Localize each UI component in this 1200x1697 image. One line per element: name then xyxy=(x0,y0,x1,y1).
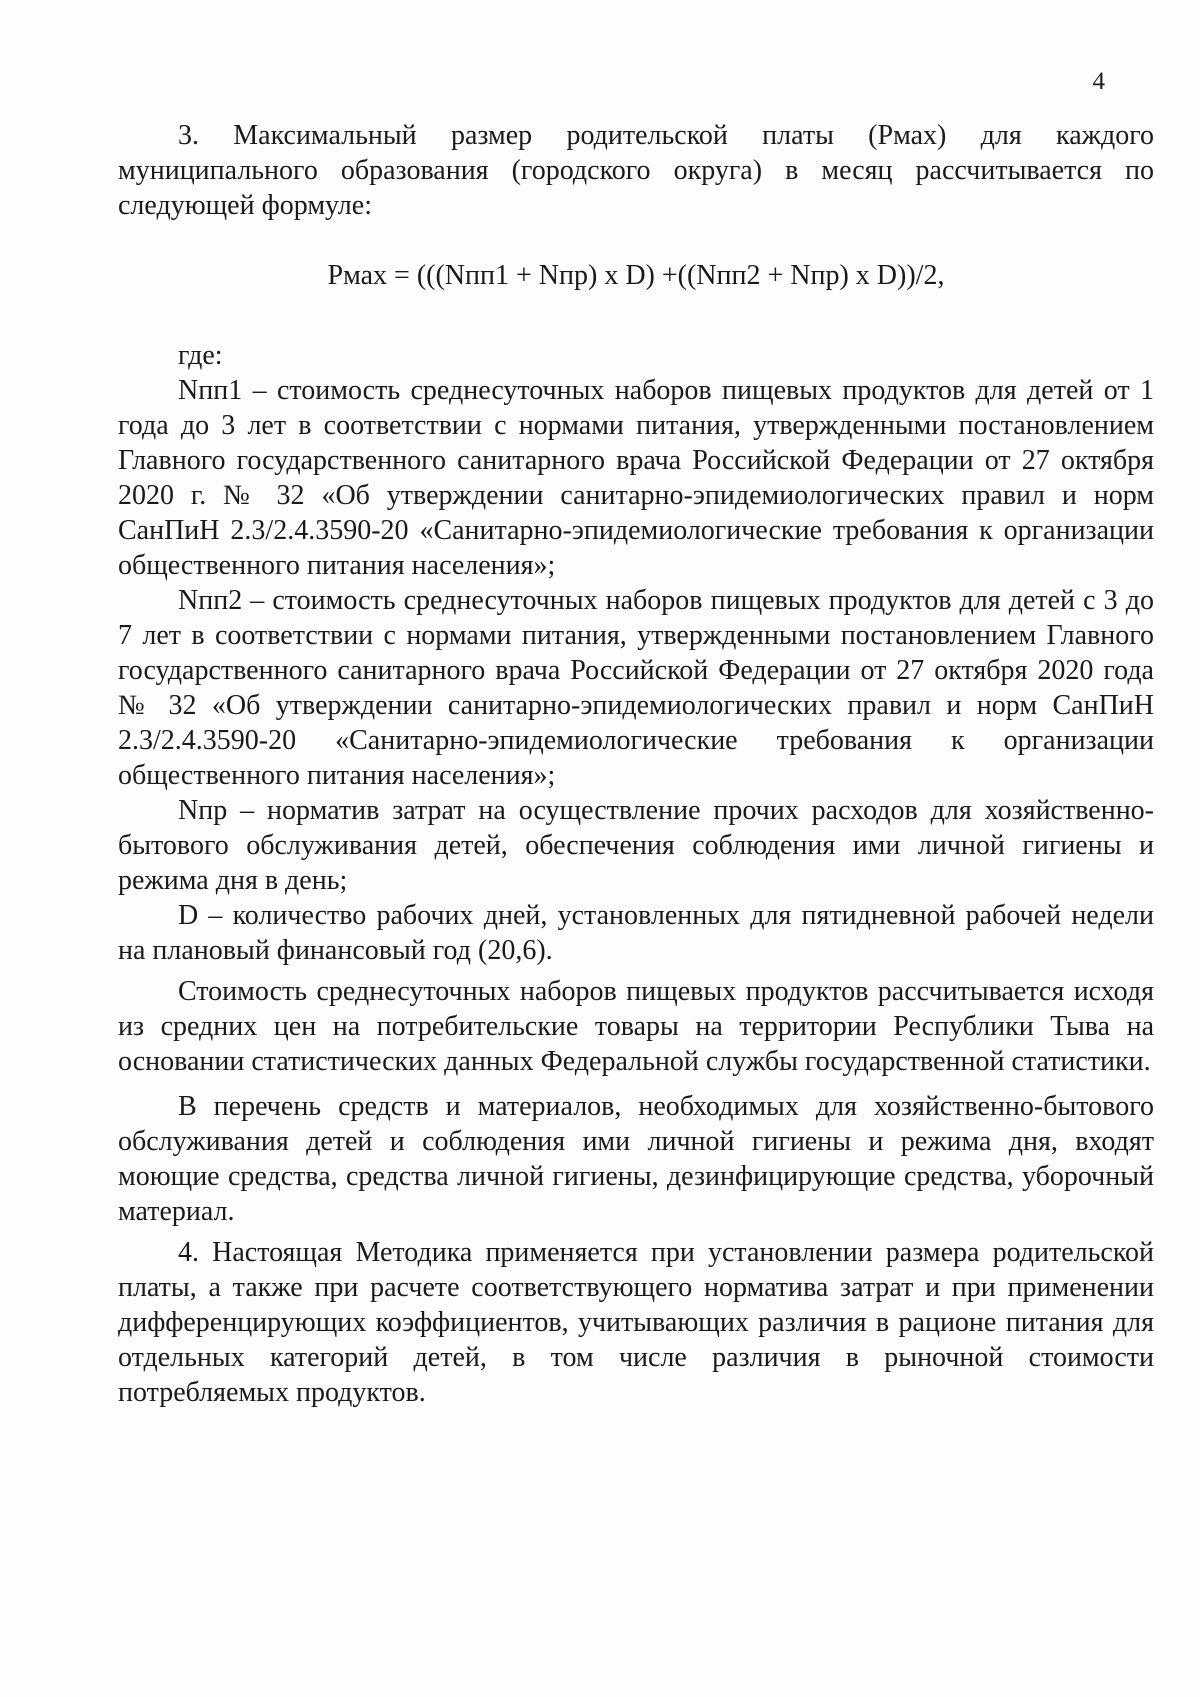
definition-npp2: Nпп2 – стоимость среднесуточных наборов пищевых продуктов для детей с 3 до 7 лет в соответствии с нормами питания, утвержденными постановлением Главного государственного санитарного врача Российской Федерации от 27 октября 2020 года № 32 «Об утверждении санитарно-эпидемиологических правил и норм СанПиН 2.3/2.4.3590-20 «Санитарно-эпидемиологические требования к организации общественного питания населения»; xyxy=(118,585,1154,791)
definition-d: D – количество рабочих дней, установленных для пятидневной рабочей недели на плановый финансовый год (20,6). xyxy=(118,900,1154,966)
paragraph-item-3: 3. Максимальный размер родительской платы (Рмах) для каждого муниципального образования (городского округа) в месяц рассчитывается по следующей формуле: xyxy=(118,120,1154,221)
document-body xyxy=(118,118,1154,1410)
page-number: 4 xyxy=(1092,68,1105,95)
definition-npr: Nпр – норматив затрат на осуществление прочих расходов для хозяйственно-бытового обслуживания детей, обеспечения соблюдения ими личной гигиены и режима дня в день; xyxy=(118,795,1154,896)
paragraph-materials-list: В перечень средств и материалов, необходимых для хозяйственно-бытового обслуживания детей и соблюдения ими личной гигиены и режима дня, входят моющие средства, средства личной гигиены, дезинфицирующие средства, уборочный материал. xyxy=(118,1091,1154,1227)
formula: Рмах = (((Nпп1 + Nпр) х D) +((Nпп2 + Nпр) х D))/2, xyxy=(327,260,945,291)
paragraph-item-4: 4. Настоящая Методика применяется при установлении размера родительской платы, а также при расчете соответствующего норматива затрат и при применении дифференцирующих коэффициентов, учитывающих различия в рационе питания для отдельных категорий детей, в том числе различия в рыночной стоимости потребляемых продуктов. xyxy=(118,1237,1154,1408)
definition-npp1: Nпп1 – стоимость среднесуточных наборов пищевых продуктов для детей от 1 года до 3 лет в соответствии с нормами питания, утвержденными постановлением Главного государственного санитарного врача Российской Федерации от 27 октября 2020 г. № 32 «Об утверждении санитарно-эпидемиологических правил и норм СанПиН 2.3/2.4.3590-20 «Санитарно-эпидемиологические требования к организации общественного питания населения»; xyxy=(118,375,1154,581)
paragraph-cost: Стоимость среднесуточных наборов пищевых продуктов рассчитывается исходя из средних цен на потребительские товары на территории Республики Тыва на основании статистических данных Федеральной службы государственной статистики. xyxy=(118,976,1154,1077)
where-label: где: xyxy=(178,340,223,371)
